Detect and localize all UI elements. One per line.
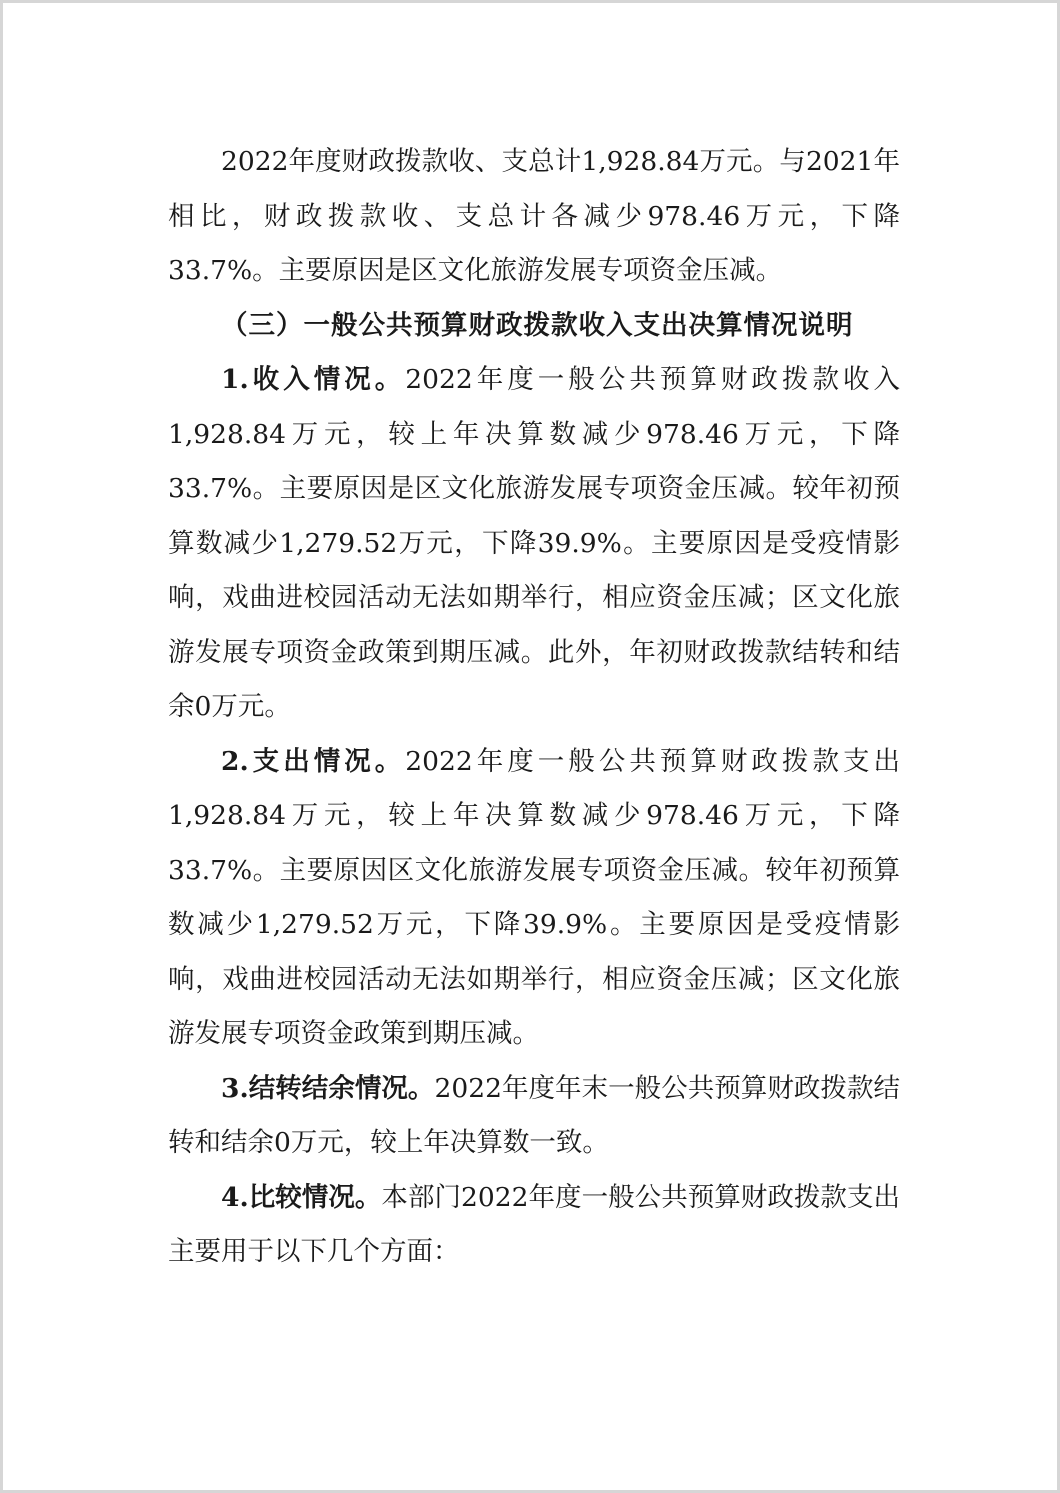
- comparison-text: 本部门2022年度一般公共预算财政拨款支出主要用于以下几个方面：: [168, 1181, 900, 1267]
- document-body: [168, 135, 900, 1280]
- paragraph-expense: [168, 735, 900, 1062]
- paragraph-income: [168, 353, 900, 735]
- section-heading: （三）一般公共预算财政拨款收入支出决算情况说明: [221, 309, 854, 341]
- expense-text: 2022年度一般公共预算财政拨款支出1,928.84万元，较上年决算数减少978.46万元，下降33.7%。主要原因区文化旅游发展专项资金压减。较年初预算数减少1,279.52万元，下降39.9%。主要原因是受疫情影响，戏曲进校园活动无法如期举行，相应资金压减；区文化旅游发展专项资金政策到期压减。: [168, 745, 900, 1049]
- carryover-text: 2022年度年末一般公共预算财政拨款结转和结余0万元，较上年决算数一致。: [168, 1072, 900, 1158]
- paragraph-summary: 2022年度财政拨款收、支总计1,928.84万元。与2021年相比，财政拨款收、支总计各减少978.46万元，下降33.7%。主要原因是区文化旅游发展专项资金压减。: [168, 146, 900, 286]
- comparison-lead: 4.比较情况。: [221, 1181, 382, 1213]
- paragraph-carryover: [168, 1062, 900, 1171]
- paragraph-comparison: [168, 1171, 900, 1280]
- carryover-lead: 3.结转结余情况。: [221, 1072, 435, 1104]
- income-lead: 1.收入情况。: [221, 364, 406, 395]
- expense-lead: 2.支出情况。: [221, 745, 406, 777]
- income-text: 2022年度一般公共预算财政拨款收入1,928.84万元，较上年决算数减少978.46万元，下降33.7%。主要原因是区文化旅游发展专项资金压减。较年初预算数减少1,279.52万元，下降39.9%。主要原因是受疫情影响，戏曲进校园活动无法如期举行，相应资金压减；区文化旅游发展专项资金政策到期压减。此外，年初财政拨款结转和结余0万元。: [168, 364, 900, 722]
